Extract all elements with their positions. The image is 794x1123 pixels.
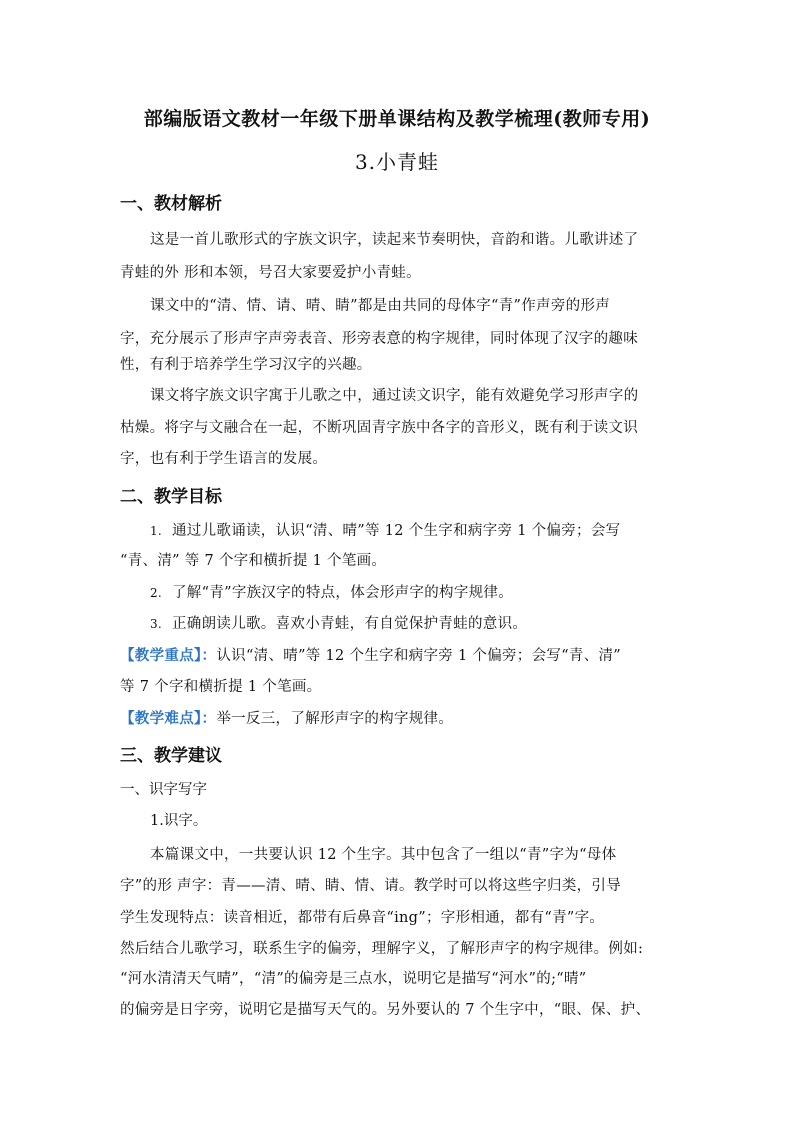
paragraph-line: “河水清清天气晴”，“清”的偏旁是三点水，说明它是描写“河水”的;“晴” <box>120 971 587 987</box>
goal-item <box>150 581 513 602</box>
teaching-difficulty <box>120 707 453 728</box>
section-heading-goals: 二、教学目标 <box>120 487 222 507</box>
goal-item <box>150 612 527 633</box>
goal-number: 3. <box>150 617 163 631</box>
paragraph-line: 字”的形 声字：青——清、晴、睛、情、请。教学时可以将这些字归类，引导 <box>120 878 622 894</box>
goal-item <box>150 519 620 540</box>
goal-text: 了解“青”字族汉字的特点，体会形声字的构字规律。 <box>172 585 514 601</box>
paragraph-line: 性，有利于培养学生学习汉字的兴趣。 <box>120 357 372 373</box>
subheading-literacy: 一、识字写字 <box>120 782 207 798</box>
section-heading-analysis: 一、教材解析 <box>120 194 222 214</box>
paragraph-line: 青蛙的外 形和本领，号召大家要爱护小青蛙。 <box>120 265 421 281</box>
paragraph-line: 然后结合儿歌学习，联系生字的偏旁，理解字义，了解形声字的构字规律。例如: <box>120 941 644 957</box>
paragraph-line: 课文中的“清、情、请、晴、睛”都是由共同的母体字“青”作声旁的形声 <box>150 298 611 314</box>
paragraph-line: 这是一首儿歌形式的字族文识字，读起来节奏明快，音韵和谐。儿歌讲述了 <box>150 232 639 248</box>
section-heading-suggestions: 三、教学建议 <box>120 746 222 766</box>
focus-label: 【教学重点】： <box>120 647 217 664</box>
paragraph-line: 本篇课文中，一共要认识 12 个生字。其中包含了一组以“青”字为“母体 <box>150 847 617 863</box>
paragraph-line: 的偏旁是日字旁，说明它是描写天气的。另外要认的 7 个生字中，“眼、保、护、 <box>120 1002 651 1018</box>
paragraph-line: 课文将字族文识字寓于儿歌之中，通过读文识字，能有效避免学习形声字的 <box>150 388 639 404</box>
difficulty-label: 【教学难点】： <box>120 710 217 727</box>
goal-text: 正确朗读儿歌。喜欢小青蛙，有自觉保护青蛙的意识。 <box>172 616 528 632</box>
lesson-title: 3.小青蛙 <box>354 150 440 174</box>
teaching-focus <box>120 644 621 665</box>
subheading-recognize: 1.识字。 <box>150 813 208 829</box>
goal-text: 通过儿歌诵读，认识“清、晴”等 12 个生字和病字旁 1 个偏旁；会写 <box>172 523 621 539</box>
paragraph-line: 字，也有利于学生语言的发展。 <box>120 451 328 467</box>
teaching-focus-continuation: 等 7 个字和横折提 1 个笔画。 <box>120 679 322 695</box>
document-title: 部编版语文教材一年级下册单课结构及教学梳理(教师专用) <box>143 108 651 130</box>
focus-text: 认识“清、晴”等 12 个生字和病字旁 1 个偏旁；会写“青、清” <box>216 648 622 664</box>
paragraph-line: 学生发现特点：读音相近，都带有后鼻音“ing”；字形相通，都有“青”字。 <box>120 910 605 926</box>
paragraph-line: 枯燥。将字与文融合在一起，不断巩固青字族中各字的音形义，既有利于读文识 <box>120 420 638 436</box>
difficulty-text: 举一反三，了解形声字的构字规律。 <box>216 711 454 727</box>
goal-number: 1. <box>150 524 163 538</box>
goal-item-continuation: “青、清” 等 7 个字和横折提 1 个笔画。 <box>120 553 387 569</box>
paragraph-line: 字，充分展示了形声字声旁表音、形旁表意的构字规律，同时体现了汉字的趣味 <box>120 331 638 347</box>
goal-number: 2. <box>150 586 163 600</box>
